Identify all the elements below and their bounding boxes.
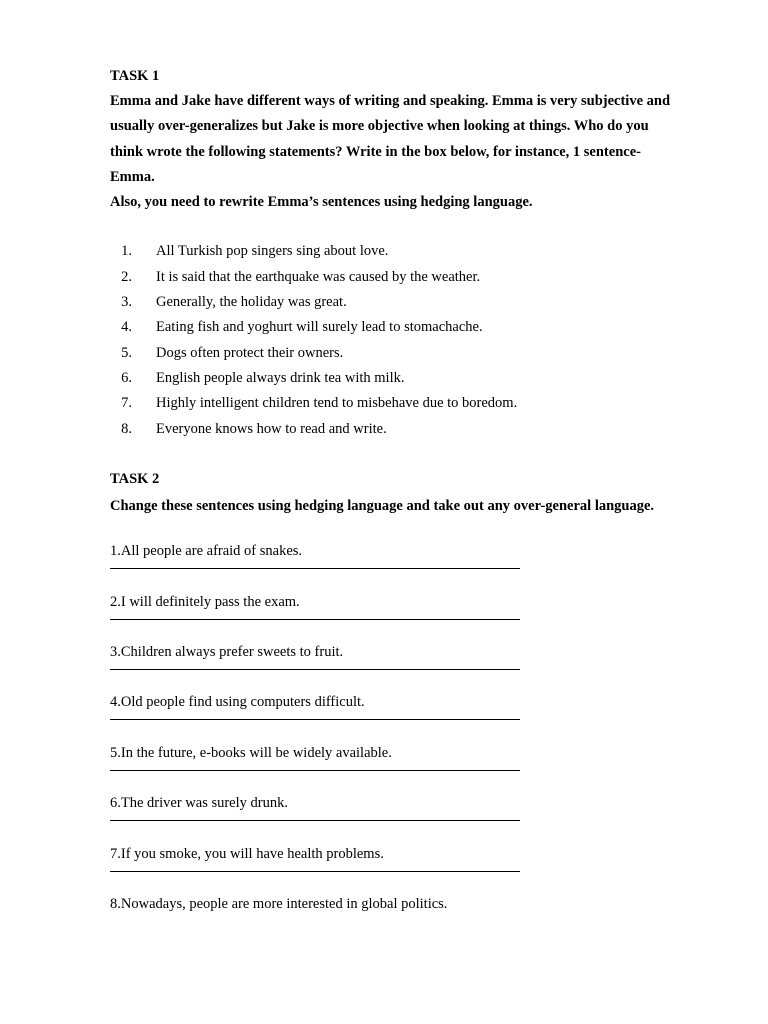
statement-item xyxy=(110,315,730,340)
rewrite-item xyxy=(110,692,730,742)
answer-line[interactable] xyxy=(110,871,520,872)
rewrite-item xyxy=(110,793,730,843)
statement-text: Eating fish and yoghurt will surely lead to stomachache. xyxy=(156,319,483,336)
rewrite-sentence: 6.The driver was surely drunk. xyxy=(110,795,288,812)
statement-item xyxy=(110,290,730,315)
task1-section xyxy=(110,66,730,442)
statement-number: 5. xyxy=(121,344,132,361)
answer-line[interactable] xyxy=(110,568,520,569)
statement-text: Generally, the holiday was great. xyxy=(156,294,347,311)
statement-text: Dogs often protect their owners. xyxy=(156,344,344,361)
rewrite-sentence: 1.All people are afraid of snakes. xyxy=(110,543,303,560)
answer-line[interactable] xyxy=(110,770,520,771)
rewrite-sentence: 7.If you smoke, you will have health problems. xyxy=(110,845,384,862)
statement-item xyxy=(110,341,730,366)
statement-number: 1. xyxy=(121,243,132,260)
task1-instructions xyxy=(110,89,730,215)
statement-item xyxy=(110,239,730,264)
answer-line[interactable] xyxy=(110,619,520,620)
rewrite-item xyxy=(110,592,730,642)
task1-instruction-line: Emma. xyxy=(110,168,155,185)
task1-instruction-line: usually over-generalizes but Jake is more objective when looking at things. Who do you xyxy=(110,118,649,135)
task2-section xyxy=(110,469,730,944)
rewrite-item xyxy=(110,743,730,793)
rewrite-list xyxy=(110,541,730,944)
answer-line[interactable] xyxy=(110,820,520,821)
rewrite-sentence: 5.In the future, e-books will be widely available. xyxy=(110,744,392,761)
task2-title: TASK 2 xyxy=(110,470,160,487)
statement-number: 4. xyxy=(121,319,132,336)
task1-title: TASK 1 xyxy=(110,68,160,84)
statement-number: 6. xyxy=(121,369,132,386)
task2-instructions xyxy=(110,494,730,519)
task2-instruction-line: Change these sentences using hedging language and take out any over-general language. xyxy=(110,497,655,514)
rewrite-sentence: 4.Old people find using computers difficult. xyxy=(110,694,365,711)
rewrite-sentence: 8.Nowadays, people are more interested in global politics. xyxy=(110,895,448,912)
statement-text: All Turkish pop singers sing about love. xyxy=(156,243,389,260)
task1-instruction-line: Emma and Jake have different ways of writing and speaking. Emma is very subjective and xyxy=(110,93,671,109)
statement-item xyxy=(110,391,730,416)
rewrite-item xyxy=(110,894,730,944)
statement-item xyxy=(110,417,730,442)
rewrite-item xyxy=(110,541,730,591)
rewrite-sentence: 3.Children always prefer sweets to fruit. xyxy=(110,643,344,660)
statement-list xyxy=(110,239,730,441)
statement-text: English people always drink tea with milk. xyxy=(156,369,405,386)
statement-number: 8. xyxy=(121,420,132,437)
statement-number: 2. xyxy=(121,268,132,285)
statement-text: Everyone knows how to read and write. xyxy=(156,420,387,437)
rewrite-sentence: 2.I will definitely pass the exam. xyxy=(110,593,300,610)
task1-instruction-line: Also, you need to rewrite Emma’s sentences using hedging language. xyxy=(110,194,533,211)
statement-number: 3. xyxy=(121,294,132,311)
statement-text: Highly intelligent children tend to misbehave due to boredom. xyxy=(156,395,518,412)
rewrite-item xyxy=(110,844,730,894)
rewrite-item xyxy=(110,642,730,692)
statement-number: 7. xyxy=(121,395,132,412)
statement-text: It is said that the earthquake was caused by the weather. xyxy=(156,268,481,285)
worksheet xyxy=(110,66,730,944)
answer-line[interactable] xyxy=(110,719,520,720)
answer-line[interactable] xyxy=(110,669,520,670)
task1-instruction-line: think wrote the following statements? Write in the box below, for instance, 1 sentence- xyxy=(110,143,641,160)
statement-item xyxy=(110,265,730,290)
statement-item xyxy=(110,366,730,391)
